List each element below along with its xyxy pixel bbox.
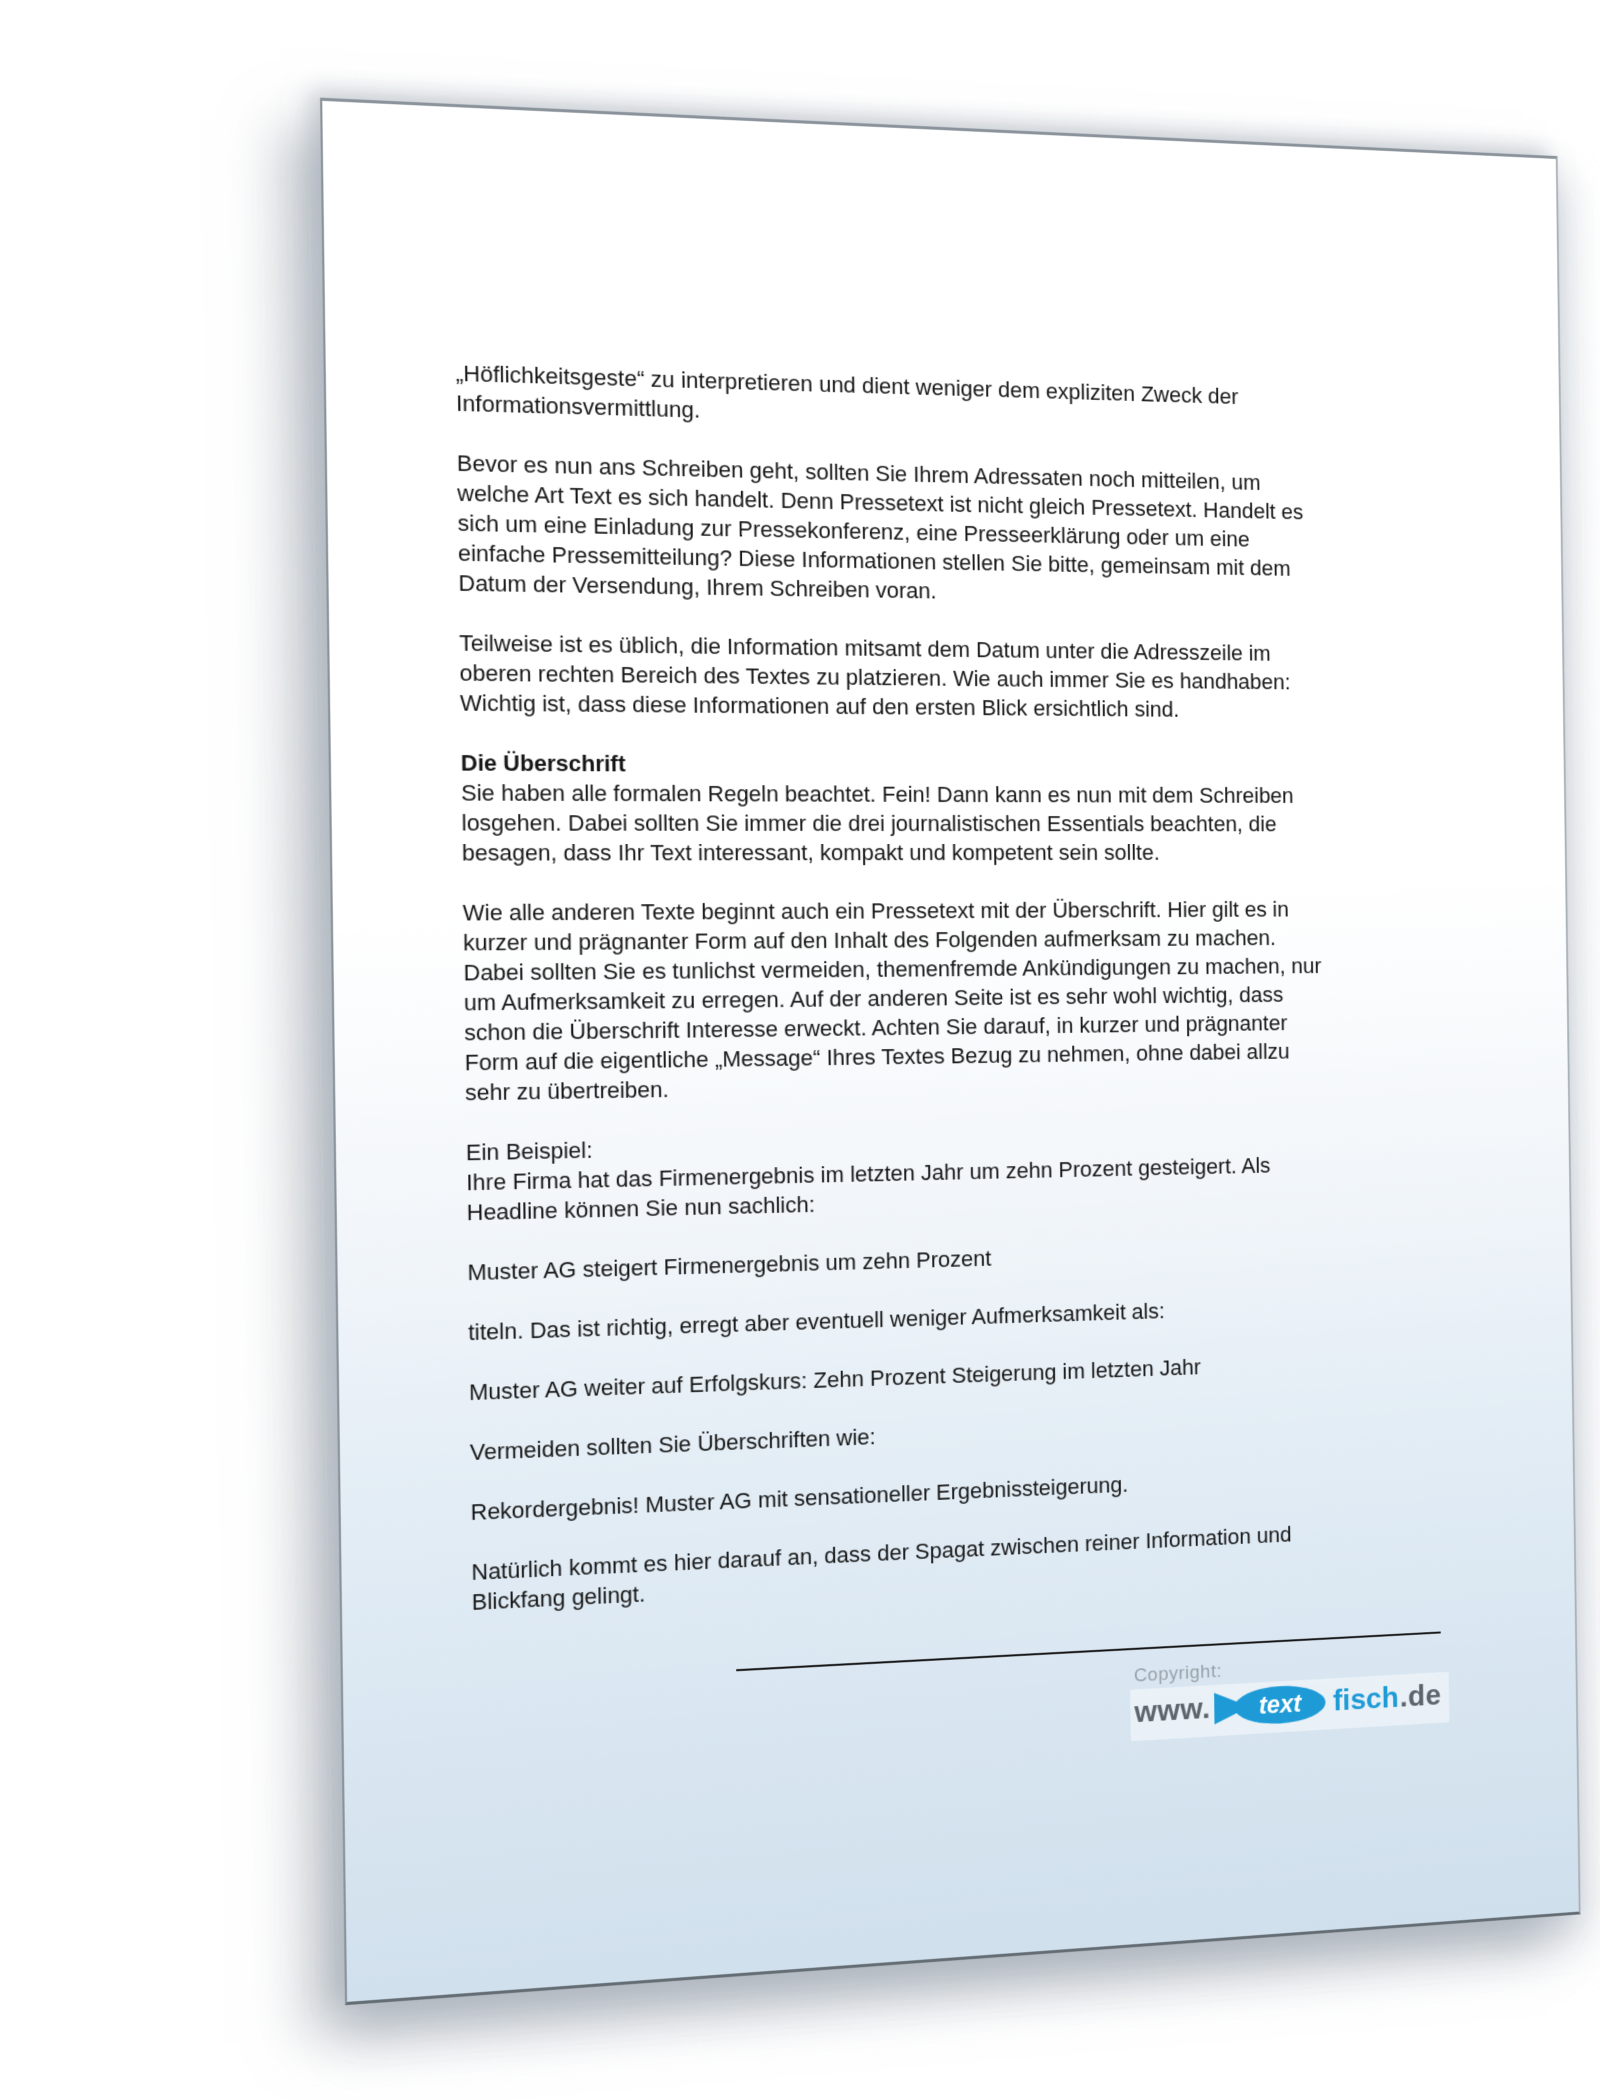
copyright-label: Copyright: [1133,1660,1223,1687]
paragraph: Vermeiden sollten Sie Überschriften wie: [469,1423,876,1466]
fish-icon [1212,1681,1328,1731]
logo-www-text: www. [1134,1692,1211,1730]
paragraph: Ein Beispiel: Ihre Firma hat das Firmenergebnis im letzten Jahr um zehn Prozent gesteigert. Als Headline können Sie nun sachlich: [465,1137,1271,1226]
paragraph: Sie haben alle formalen Regeln beachtet. Fein! Dann kann es nun mit dem Schreiben losgehen. Dabei sollten Sie immer die drei journalistischen Essentials beachten, die besagen, dass Ihr Text interessant, kompakt und kompetent sein sollte. [460,779,1294,866]
document-footer [343,1624,1576,1788]
paragraph: Teilweise ist es üblich, die Information mitsamt dem Datum unter die Adresszeile im oberen rechten Bereich des Textes zu platzieren. Wie auch immer Sie es handhaben: Wichtig ist, dass diese Informationen auf den ersten Blick ersichtlich sind. [459,630,1291,722]
document-body [322,101,1574,1624]
logo-fisch-text: fisch [1332,1681,1400,1718]
section-heading: Die Überschrift [460,749,626,777]
document-sheet [320,98,1581,2006]
paragraph: Wie alle anderen Texte beginnt auch ein Pressetext mit der Überschrift. Hier gilt es in kurzer und prägnanter Form auf den Inhalt des Folgenden aufmerksam zu machen. Dabei sollten Sie es tunlichst vermeiden, themenfremde Ankündigungen zu machen, nur um Aufmerksamkeit zu erregen. Auf der anderen Seite ist es sehr wohl wichtig, dass schon die Überschrift Interesse erweckt. Achten Sie darauf, in kurzer und prägnanter Form auf die eigentliche „Message“ Ihres Textes Bezug zu nehmen, ohne dabei allzu sehr zu übertreiben. [462,896,1322,1106]
paragraph: Muster AG weiter auf Erfolgskurs: Zehn Prozent Steigerung im letzten Jahr [468,1354,1201,1406]
logo-fish-inner-text: text [1258,1690,1302,1720]
paragraph: titeln. Das ist richtig, erregt aber eventuell weniger Aufmerksamkeit als: [468,1298,1165,1346]
paragraph: Muster AG steigert Firmenergebnis um zehn Prozent [467,1245,992,1286]
paragraph: Rekordergebnis! Muster AG mit sensationeller Ergebnissteigerung. [470,1471,1129,1526]
logo-tld-text: .de [1399,1679,1442,1714]
paragraph: „Höflichkeitsgeste“ zu interpretieren und dient weniger dem expliziten Zweck der Informationsvermittlung. [455,360,1239,423]
paragraph: Natürlich kommt es hier darauf an, dass der Spagat zwischen reiner Information und Blickfang gelingt. [471,1521,1292,1616]
footer-copyright-block [1130,1649,1449,1742]
paragraph: Bevor es nun ans Schreiben geht, sollten Sie Ihrem Adressaten noch mitteilen, um welche Art Text es sich handelt. Denn Pressetext ist nicht gleich Pressetext. Handelt es sich um eine Einladung zur Pressekonferenz, eine Presseerklärung oder um eine einfache Pressemitteilung? Diese Informationen stellen Sie bitte, gemeinsam mit dem Datum der Versendung, Ihrem Schreiben voran. [456,450,1304,604]
